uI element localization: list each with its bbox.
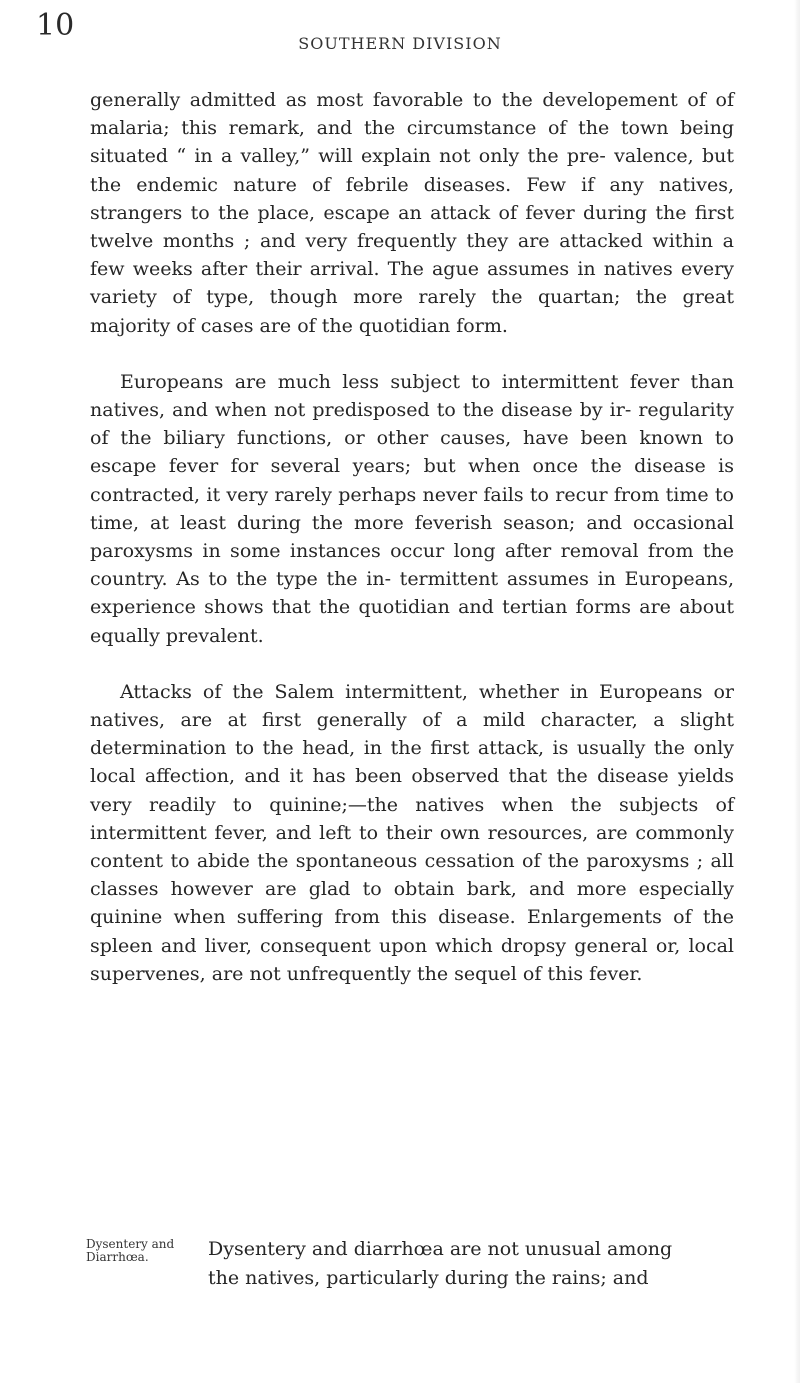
page-header	[36, 6, 764, 53]
page-number: 10	[36, 8, 75, 43]
body-text	[90, 86, 734, 988]
paragraph-dysentery-line-2: the natives, particularly during the rains; and	[208, 1266, 649, 1289]
paragraph-europeans: Europeans are much less subject to intermittent fever than natives, and when not predisposed to the disease by ir- regularity of the biliary functions, or other causes, have been known to escape fever for several years; but when once the disease is contracted, it very rarely perhaps never fails to recur from time to time, at least during the more feverish season; and occasional paroxysms in some instances occur long after removal from the country. As to the type the in- termittent assumes in Europeans, experience shows that the quotidian and tertian forms are about equally prevalent.	[90, 370, 734, 647]
margin-note-line-2: Diarrhœa.	[86, 1250, 149, 1264]
margin-note	[86, 1238, 196, 1264]
paragraph-salem-intermittent: Attacks of the Salem intermittent, whether in Europeans or natives, are at first generally of a mild character, a slight determination to the head, in the first attack, is usually the only local affection, and it has been observed that the disease yields very readily to quinine;—the natives when the subjects of intermittent fever, and left to their own resources, are commonly content to abide the spontaneous cessation of the paroxysms ; all classes however are glad to obtain bark, and more especially quinine when suffering from this disease. Enlargements of the spleen and liver, consequent upon which dropsy general or, local supervenes, are not unfrequently the sequel of this fever.	[90, 680, 734, 985]
margin-note-line-1: Dysentery and	[86, 1237, 175, 1251]
paragraph-dysentery-line-1: Dysentery and diarrhœa are not unusual among	[208, 1238, 673, 1260]
page-edge-shadow	[794, 0, 800, 1383]
running-head: SOUTHERN DIVISION	[298, 34, 502, 53]
paragraph-malaria: generally admitted as most favorable to the developement of of malaria; this remark, and the circumstance of the town being situated “ in a valley,” will explain not only the pre- valence, but the endemic nature of febrile diseases. Few if any natives, strangers to the place, escape an attack of fever during the first twelve months ; and very frequently they are attacked within a few weeks after their arrival. The ague assumes in natives every variety of type, though more rarely the quartan; the great majority of cases are of the quotidian form.	[90, 89, 734, 337]
paragraph-dysentery	[208, 1235, 734, 1292]
